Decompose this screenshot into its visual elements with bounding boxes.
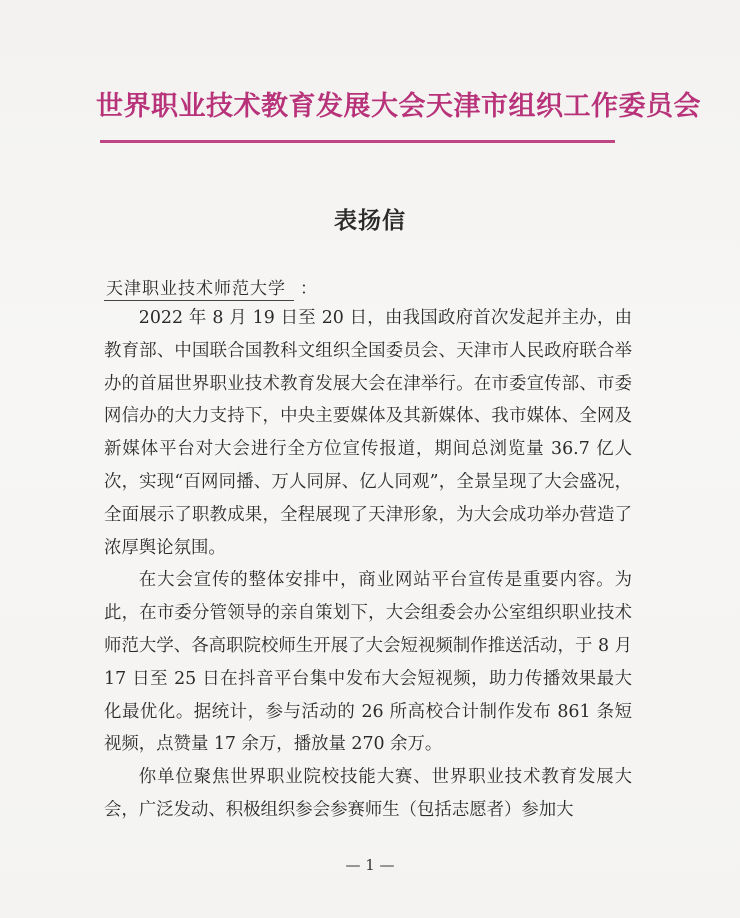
header-divider — [100, 140, 615, 143]
page-number: — 1 — — [345, 856, 395, 874]
paragraph-3: 你单位聚焦世界职业院校技能大赛、世界职业技术教育发展大会，广泛发动、积极组织参会参赛师生（包括志愿者）参加大 — [104, 767, 632, 820]
recipient-name: 天津职业技术师范大学 — [104, 274, 294, 301]
salutation — [104, 274, 317, 301]
salutation-colon: ： — [300, 279, 317, 299]
organization-header: 世界职业技术教育发展大会天津市组织工作委员会 — [96, 91, 701, 122]
paragraph-1: 2022 年 8 月 19 日至 20 日，由我国政府首次发起并主办，由教育部、中国联合国教科文组织全国委员会、天津市人民政府联合举办的首届世界职业技术教育发展大会在津举行。在市委宣传部、市委网信办的大力支持下，中央主要媒体及其新媒体、我市媒体、全网及新媒体平台对大会进行全方位宣传报道，期间总浏览量 36.7 亿人次，实现“百网同播、万人同屏、亿人同观”，全景呈现了大会盛况，全面展示了职教成果，全程展现了天津形象，为大会成功举办营造了浓厚舆论氛围。 — [104, 308, 632, 558]
paragraph-2: 在大会宣传的整体安排中，商业网站平台宣传是重要内容。为此，在市委分管领导的亲自策划下，大会组委会办公室组织职业技术师范大学、各高职院校师生开展了大会短视频制作推送活动，于 8 月 17 日至 25 日在抖音平台集中发布大会短视频，助力传播效果最大化最优化。据统计，参与活动的 26 所高校合计制作发布 861 条短视频，点赞量 17 余万，播放量 270 余万。 — [104, 570, 632, 755]
document-title: 表扬信 — [334, 207, 406, 234]
letter-body — [104, 302, 632, 827]
